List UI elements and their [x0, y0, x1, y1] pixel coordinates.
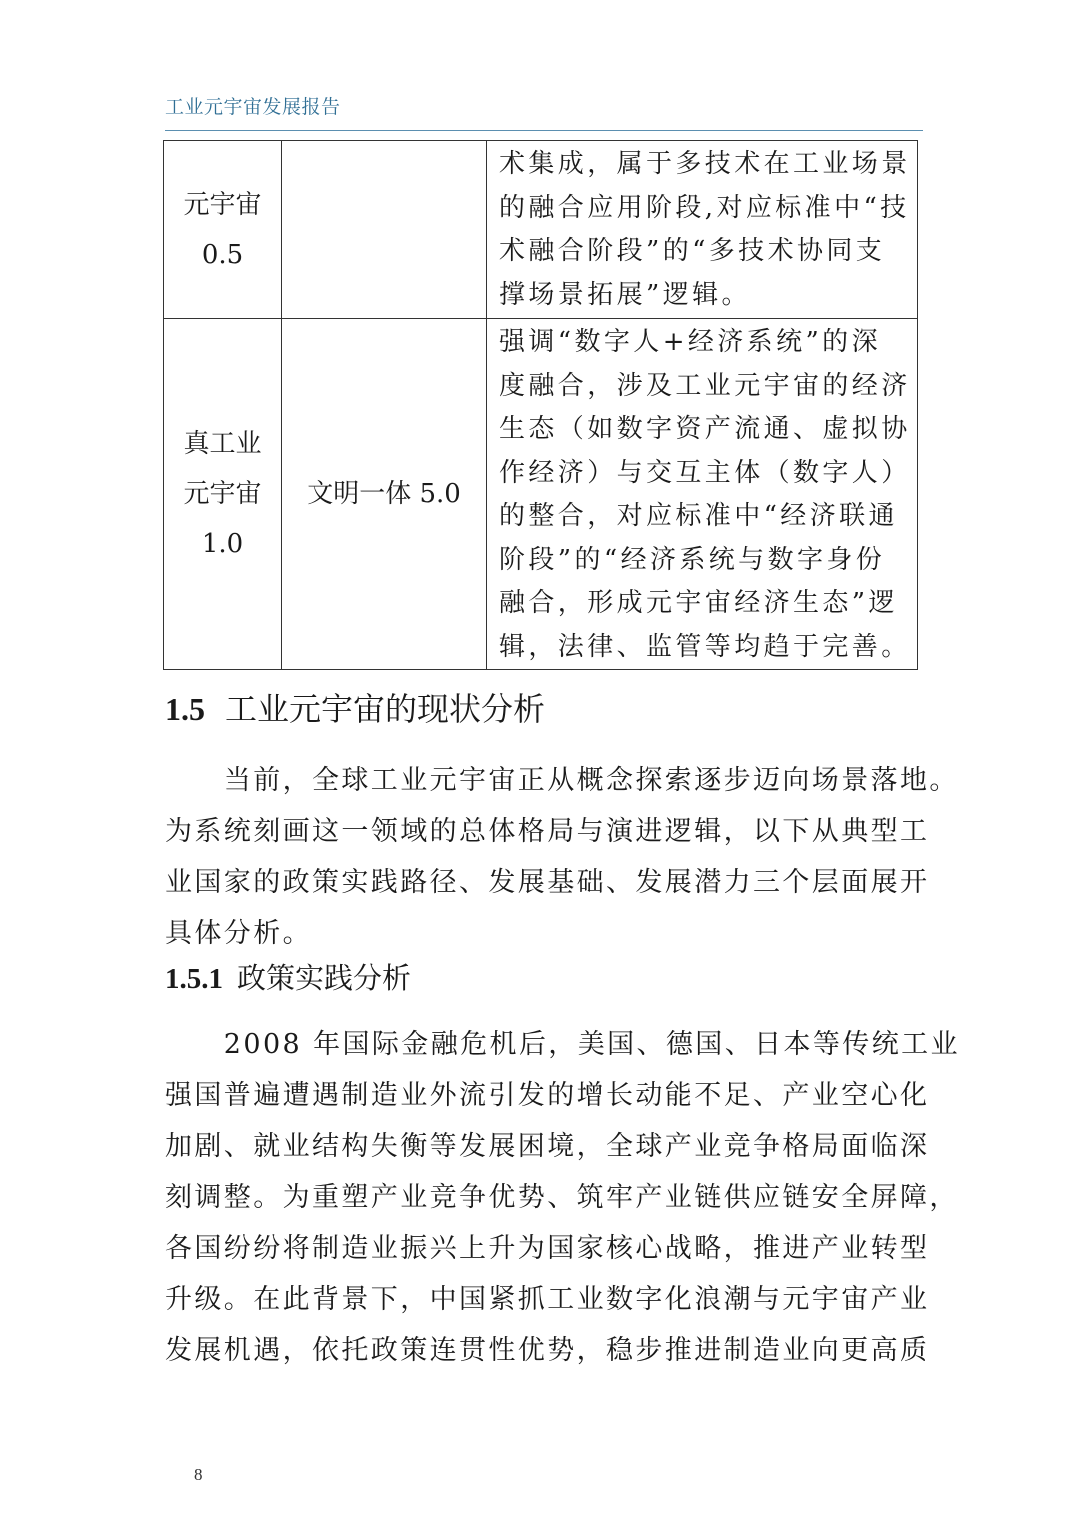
paragraph-line: 发展机遇，依托政策连贯性优势，稳步推进制造业向更高质 [165, 1335, 930, 1366]
page-number: 8 [194, 1465, 203, 1484]
description-line: 融合，形成元宇宙经济生态”逻 [499, 588, 898, 618]
stage-line: 真工业 [183, 429, 262, 459]
section-number: 1.5 [165, 691, 205, 727]
paragraph-line: 业国家的政策实践路径、发展基础、发展潜力三个层面展开 [165, 867, 930, 898]
description-line: 撑场景拓展”逻辑。 [499, 279, 751, 310]
paragraph-line: 强国普遍遭遇制造业外流引发的增长动能不足、产业空心化 [165, 1080, 930, 1111]
description-line: 术融合阶段”的“多技术协同支 [499, 236, 886, 266]
stage-line: 1.0 [201, 529, 244, 559]
paragraph-line: 当前，全球工业元宇宙正从概念探索逐步迈向场景落地。 [165, 765, 959, 796]
paragraph-line: 2008 年国际金融危机后，美国、德国、日本等传统工业 [165, 1029, 960, 1060]
description-line: 阶段”的“经济系统与数字身份 [499, 544, 886, 575]
stage-cell [164, 319, 282, 670]
description-line: 的融合应用阶段,对应标准中“技 [499, 192, 910, 223]
subsection-title: 政策实践分析 [237, 961, 412, 995]
description-line: 的整合，对应标准中“经济联通 [499, 501, 898, 531]
level-cell: 文明一体 5.0 [282, 319, 487, 670]
level-cell [282, 141, 487, 319]
stage-line: 0.5 [201, 239, 244, 270]
description-line: 强调“数字人+经济系统”的深 [499, 327, 881, 357]
subsection-number: 1.5.1 [165, 963, 223, 995]
table-row [164, 141, 918, 319]
subsection-paragraph [165, 1019, 960, 1376]
description-cell [487, 141, 918, 319]
table-row [164, 319, 918, 670]
section-title: 工业元宇宙的现状分析 [225, 690, 546, 728]
section-paragraph [165, 755, 959, 959]
description-line: 生态（如数字资产流通、虚拟协 [499, 414, 911, 444]
paragraph-line: 升级。在此背景下，中国紧抓工业数字化浪潮与元宇宙产业 [165, 1284, 930, 1315]
description-line: 作经济）与交互主体（数字人） [499, 457, 911, 488]
paragraph-line: 具体分析。 [165, 918, 312, 949]
paragraph-line: 各国纷纷将制造业振兴上升为国家核心战略，推进产业转型 [165, 1233, 930, 1264]
stage-cell [164, 141, 282, 319]
description-line: 辑，法律、监管等均趋于完善。 [499, 631, 911, 662]
paragraph-line: 加剧、就业结构失衡等发展困境，全球产业竞争格局面临深 [165, 1131, 930, 1162]
stage-line: 元宇宙 [183, 189, 262, 220]
stage-table [163, 140, 918, 670]
description-line: 术集成，属于多技术在工业场景 [499, 149, 911, 179]
description-line: 度融合，涉及工业元宇宙的经济 [499, 370, 911, 401]
section-heading [165, 686, 545, 732]
description-cell [487, 319, 918, 670]
page-header [165, 88, 923, 131]
paragraph-line: 刻调整。为重塑产业竞争优势、筑牢产业链供应链安全屏障， [165, 1182, 959, 1213]
running-header-title: 工业元宇宙发展报告 [165, 96, 341, 118]
stage-line: 元宇宙 [183, 479, 262, 509]
subsection-heading [165, 956, 411, 1001]
paragraph-line: 为系统刻画这一领域的总体格局与演进逻辑，以下从典型工 [165, 816, 930, 847]
